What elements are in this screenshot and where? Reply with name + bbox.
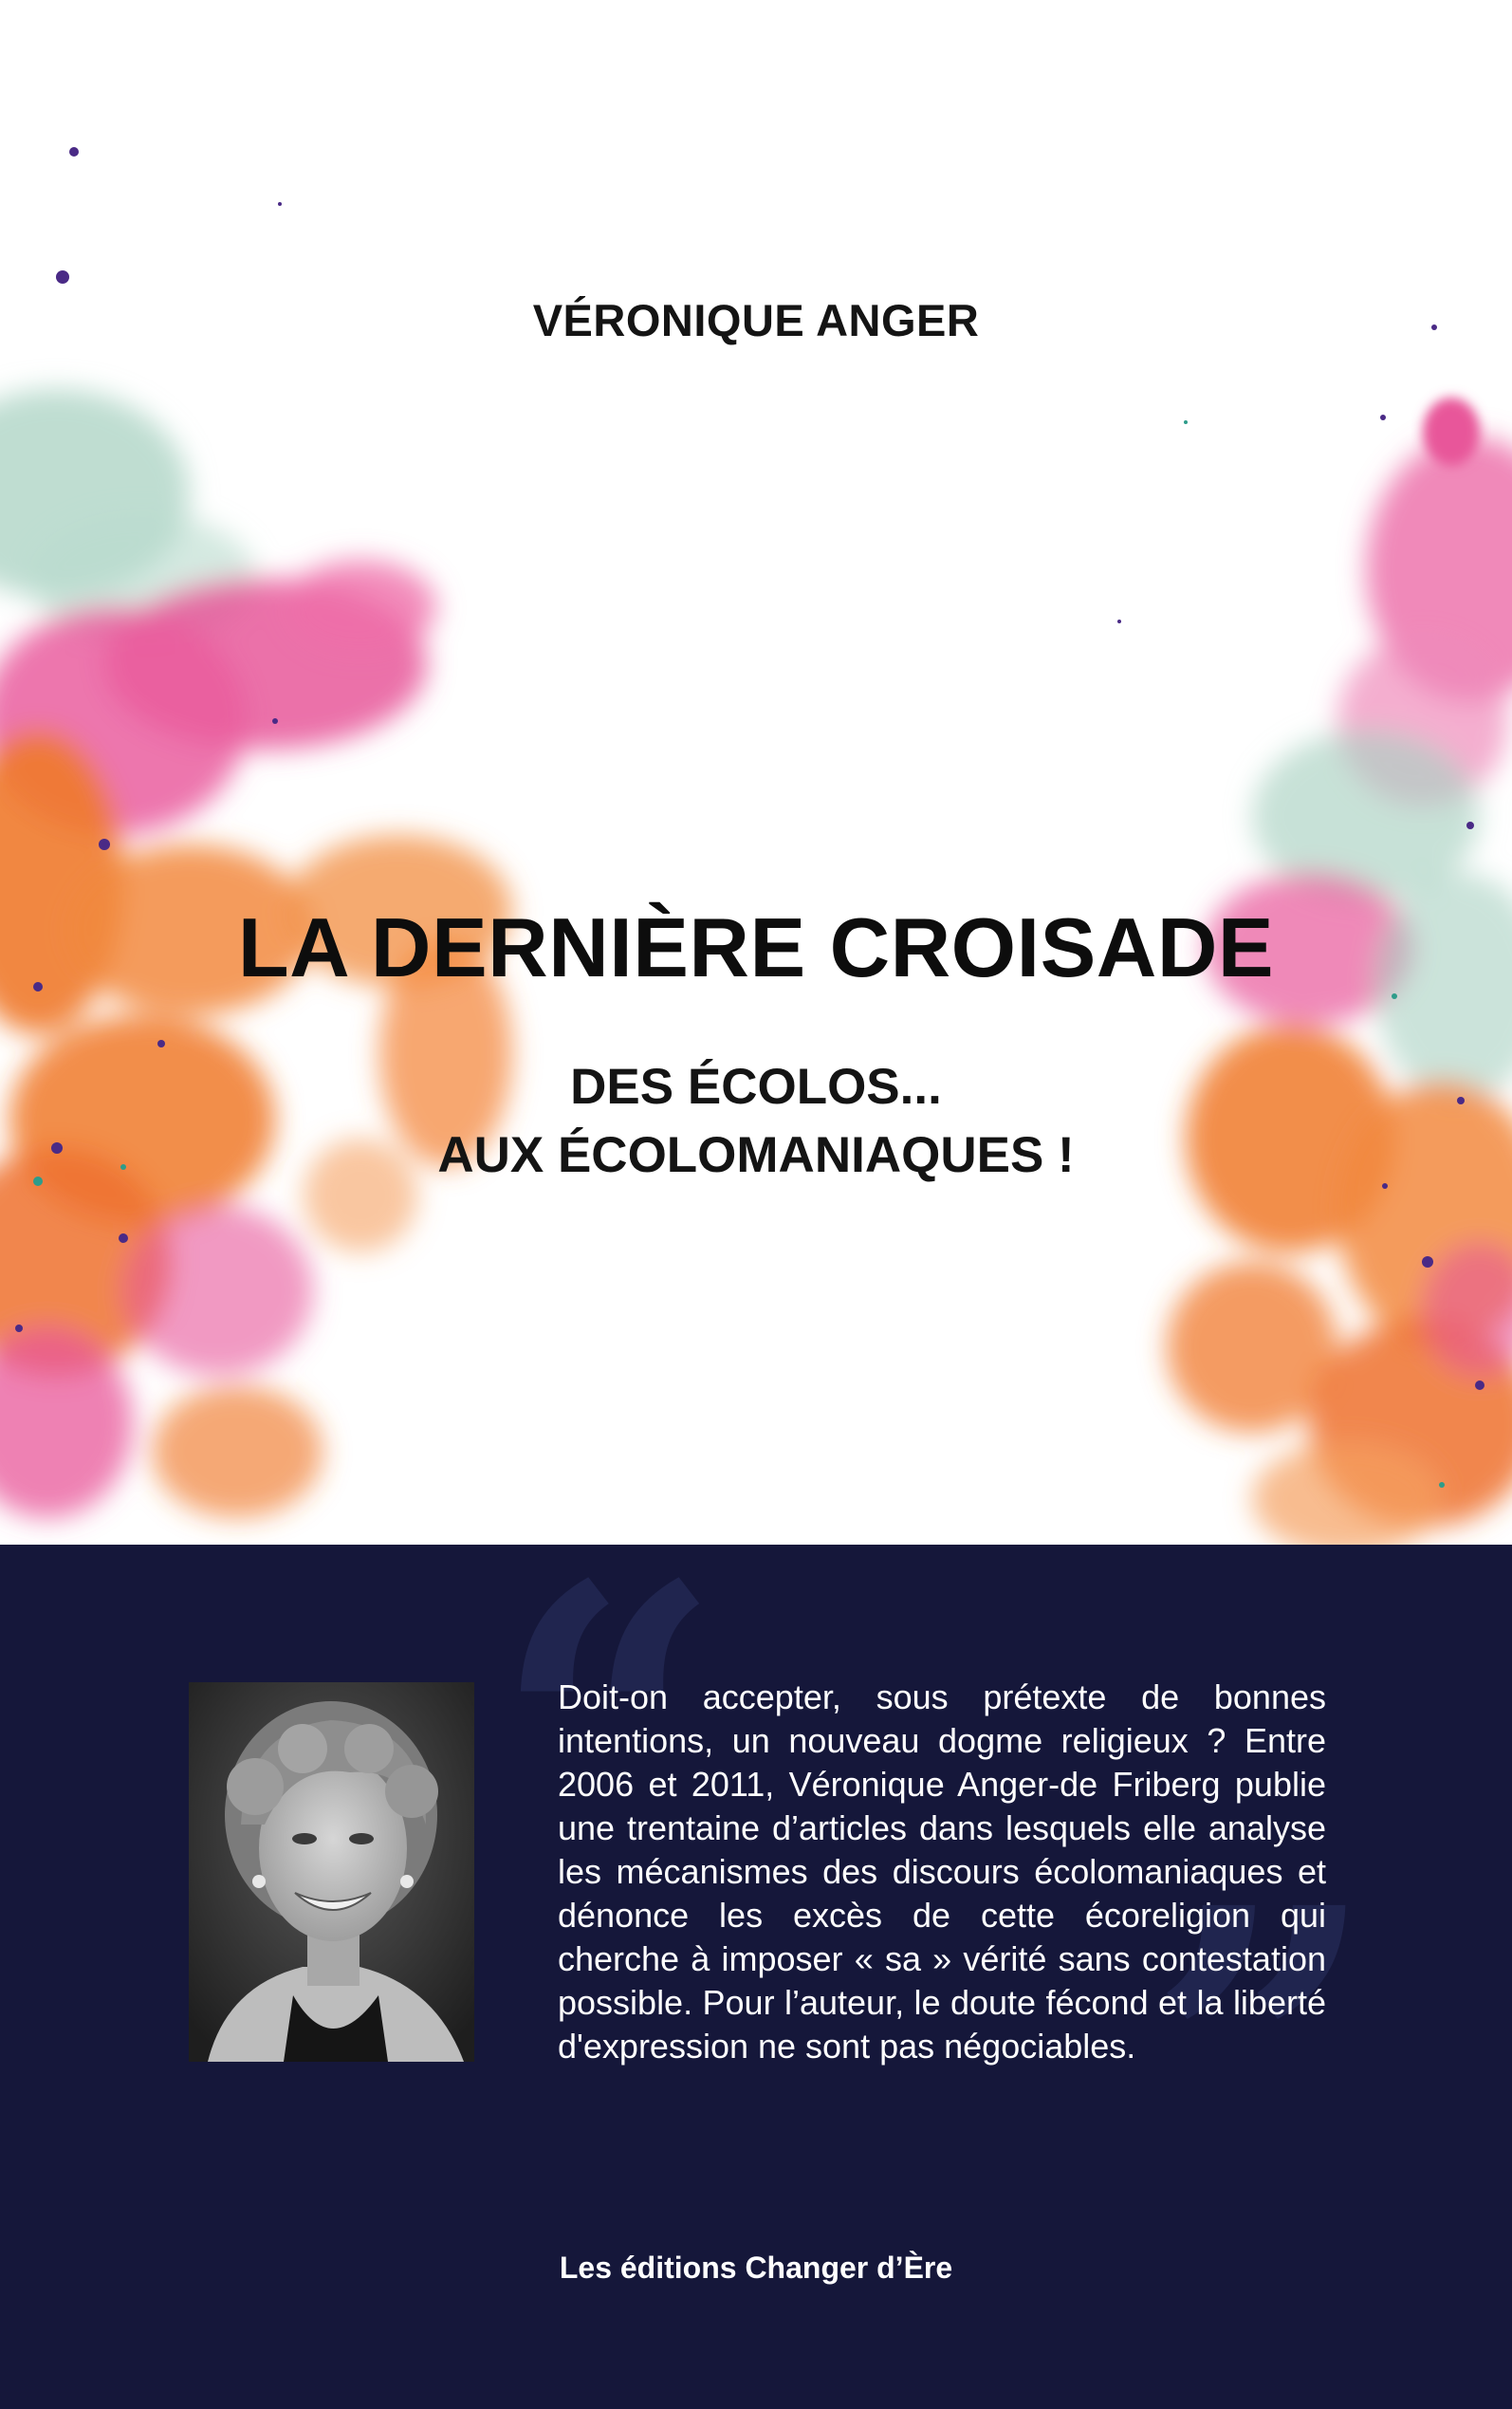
author-portrait-image: [189, 1682, 474, 2062]
open-quote-icon: “: [493, 1545, 723, 1968]
author-photo: [189, 1682, 474, 2062]
close-quote-icon: ”: [1148, 1823, 1377, 2290]
book-subtitle: [0, 1053, 1512, 1190]
back-cover-blurb: Doit-on accepter, sous prétexte de bonnes intentions, un nouveau dogme religieux ? Entre 2006 et 2011, Véronique Anger-de Friberg publie une trentaine d’articles dans lesquels elle analyse les mécanismes des discours écolomaniaques et dénonce les excès de cette écoreligion qui cherche à imposer « sa » vérité sans contestation possible. Pour l’auteur, le doute fécond et la liberté d'expression ne sont pas négociables.: [558, 1677, 1326, 2066]
publisher-name: Les éditions Changer d’Ère: [559, 2251, 953, 2285]
subtitle-line-2: AUX ÉCOLOMANIAQUES !: [437, 1127, 1075, 1183]
subtitle-line-1: DES ÉCOLOS...: [570, 1059, 942, 1115]
back-cover-panel: [0, 1545, 1512, 2409]
book-title: LA DERNIÈRE CROISADE: [237, 900, 1275, 994]
author-name: VÉRONIQUE ANGER: [532, 295, 980, 345]
